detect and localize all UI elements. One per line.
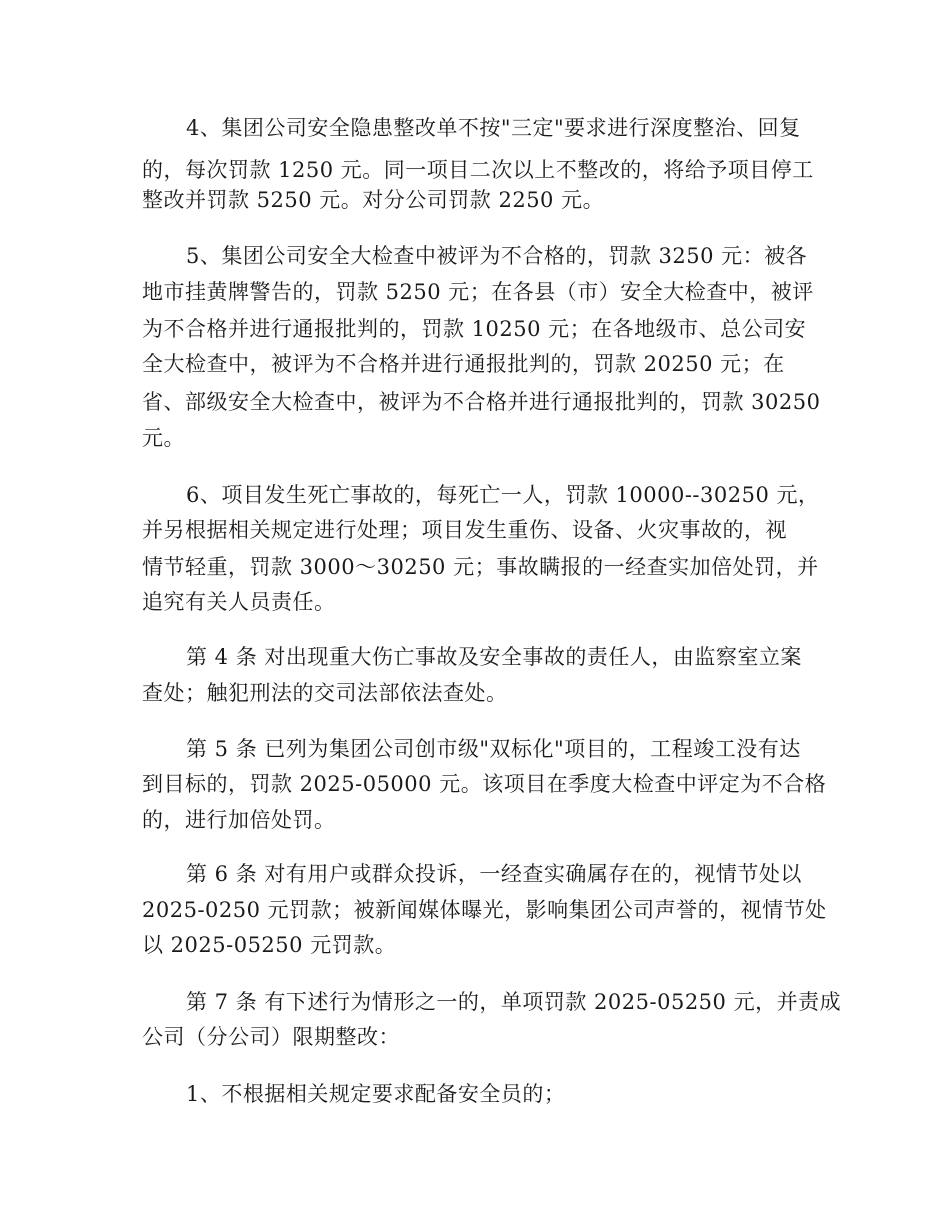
paragraph-line: 5、集团公司安全大检查中被评为不合格的，罚款 3250 元：被各 [186,244,808,268]
paragraph-line: 6、项目发生死亡事故的，每死亡一人，罚款 10000--30250 元， [186,483,820,507]
paragraph-line: 查处；触犯刑法的交司法部依法查处。 [142,681,508,705]
paragraph-line: 第 4 条 对出现重大伤亡事故及安全事故的责任人，由监察室立案 [186,645,802,669]
paragraph-line: 1、不根据相关规定要求配备安全员的； [186,1082,566,1106]
paragraph-line: 的，每次罚款 1250 元。同一项目二次以上不整改的，将给予项目停工 [142,158,814,182]
paragraph-line: 追究有关人员责任。 [142,590,336,614]
paragraph-line: 元。 [142,426,185,450]
paragraph-line: 的，进行加倍处罚。 [142,808,336,832]
paragraph-line: 4、集团公司安全隐患整改单不按"三定"要求进行深度整治、回复 [186,116,801,140]
paragraph-line: 地市挂黄牌警告的，罚款 5250 元；在各县（市）安全大检查中，被评 [142,280,814,304]
paragraph-line: 情节轻重，罚款 3000～30250 元；事故瞒报的一经查实加倍处罚，并 [142,555,819,579]
paragraph-line: 公司（分公司）限期整改： [142,1025,400,1049]
paragraph-line: 第 6 条 对有用户或群众投诉，一经查实确属存在的，视情节处以 [186,862,802,886]
paragraph-line: 第 7 条 有下述行为情形之一的，单项罚款 2025-05250 元，并责成 [186,990,842,1014]
paragraph-line: 到目标的，罚款 2025-05000 元。该项目在季度大检查中评定为不合格 [142,772,827,796]
paragraph-line: 整改并罚款 5250 元。对分公司罚款 2250 元。 [142,188,605,212]
paragraph-line: 第 5 条 已列为集团公司创市级"双标化"项目的，工程竣工没有达 [186,737,801,761]
paragraph-line: 省、部级安全大检查中，被评为不合格并进行通报批判的，罚款 30250 [142,390,821,414]
paragraph-line: 全大检查中，被评为不合格并进行通报批判的，罚款 20250 元；在 [142,352,785,376]
paragraph-line: 为不合格并进行通报批判的，罚款 10250 元；在各地级市、总公司安 [142,317,807,341]
paragraph-line: 并另根据相关规定进行处理；项目发生重伤、设备、火灾事故的，视 [142,518,787,542]
paragraph-line: 以 2025-05250 元罚款。 [142,933,397,957]
paragraph-line: 2025-0250 元罚款；被新闻媒体曝光，影响集团公司声誉的，视情节处 [142,898,827,922]
